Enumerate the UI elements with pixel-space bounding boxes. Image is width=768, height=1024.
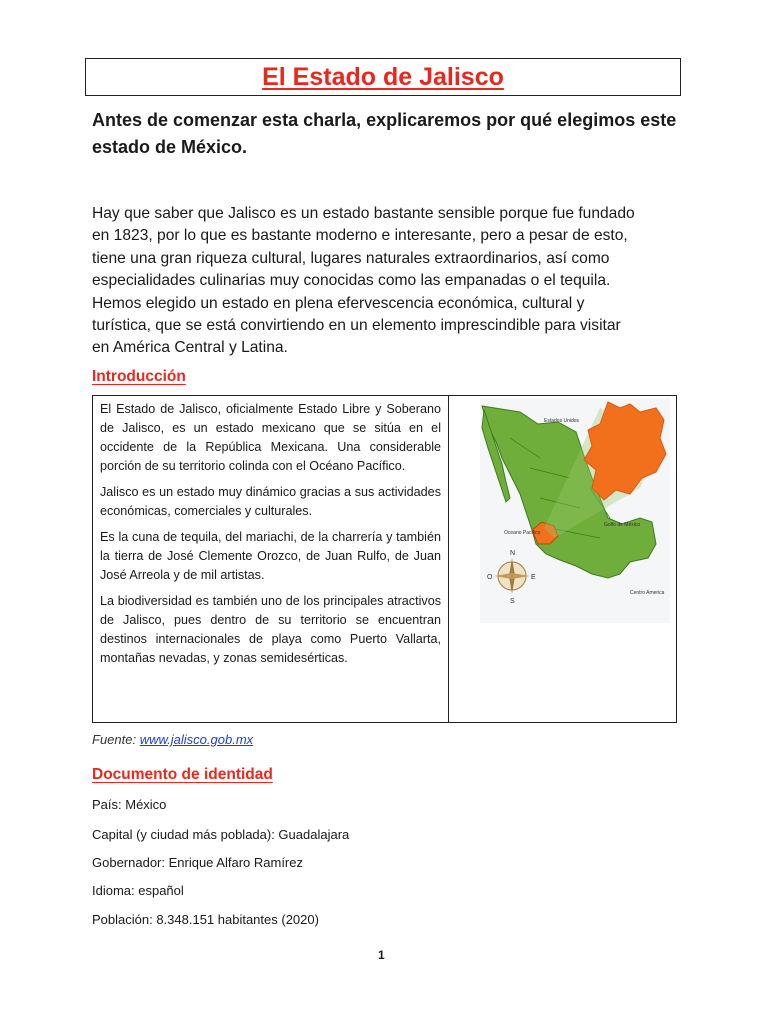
compass-n: N (510, 550, 516, 557)
introduccion-paragraph: El Estado de Jalisco, oficialmente Estado Libre y Soberano de Jalisco, es un estado mexicano que se sitúa en el occidente de la República Mexicana. Una considerable porción de su territorio colinda con el Océano Pacífico. (100, 402, 441, 473)
id-item-capital: Capital (y ciudad más poblada): Guadalajara (92, 827, 350, 842)
compass-s: S (510, 598, 515, 605)
map-label-gulf: Golfo de México (604, 522, 641, 528)
map-label-central-america: Centro America (630, 590, 665, 596)
id-item-poblacion: Población: 8.348.151 habitantes (2020) (92, 912, 319, 927)
intro-paragraph (92, 203, 692, 360)
compass-o: O (487, 574, 493, 581)
map-label-usa: Estados Unidos (544, 418, 580, 424)
intro-line: en América Central y Latina. (92, 339, 288, 357)
documento-heading: Documento de identidad (92, 766, 273, 783)
introduccion-paragraph: Jalisco es un estado muy dinámico gracias a sus actividades económicas, comerciales y culturales. (100, 485, 441, 518)
map-cell (450, 396, 676, 722)
intro-line: en 1823, por lo que es bastante moderno e interesante, pero a pesar de esto, (92, 227, 628, 245)
compass-e: E (531, 574, 536, 581)
intro-line: turística, que se está convirtiendo en un elemento imprescindible para visitar (92, 317, 621, 335)
source-label: Fuente: (92, 732, 137, 747)
id-item-pais: País: México (92, 797, 167, 812)
source-line (92, 732, 253, 747)
introduccion-paragraph: Es la cuna de tequila, del mariachi, de la charrería y también la tierra de José Clemente Orozco, de Juan Rulfo, de Juan José Arreola y de mil artistas. (100, 530, 441, 582)
intro-line: especialidades culinarias muy conocidas como las empanadas o el tequila. (92, 272, 611, 290)
source-link[interactable]: www.jalisco.gob.mx (139, 732, 254, 747)
id-item-idioma: Idioma: español (92, 883, 184, 898)
introduccion-text-cell (93, 396, 449, 722)
page-number: 1 (378, 948, 385, 962)
title-box (85, 58, 681, 96)
intro-line: Hay que saber que Jalisco es un estado bastante sensible porque fue fundado (92, 205, 635, 222)
mexico-jalisco-map (480, 398, 670, 623)
introduccion-table (92, 395, 677, 723)
introduccion-paragraph: La biodiversidad es también uno de los principales atractivos de Jalisco, pues dentro de su territorio se encuentran destinos internacionales de playa como Puerto Vallarta, montañas nevadas, y zonas semidesérticas. (100, 594, 441, 665)
page-title: El Estado de Jalisco (262, 62, 504, 91)
introduccion-heading: Introducción (92, 368, 186, 385)
intro-line: Hemos elegido un estado en plena efervescencia económica, cultural y (92, 294, 585, 312)
map-label-pacific: Oceano Pacifico (504, 530, 541, 536)
lead-paragraph: Antes de comenzar esta charla, explicaremos por qué elegimos este estado de México. (92, 110, 677, 157)
id-item-gobernador: Gobernador: Enrique Alfaro Ramírez (92, 855, 303, 870)
intro-line: tiene una gran riqueza cultural, lugares naturales extraordinarios, así como (92, 249, 610, 267)
